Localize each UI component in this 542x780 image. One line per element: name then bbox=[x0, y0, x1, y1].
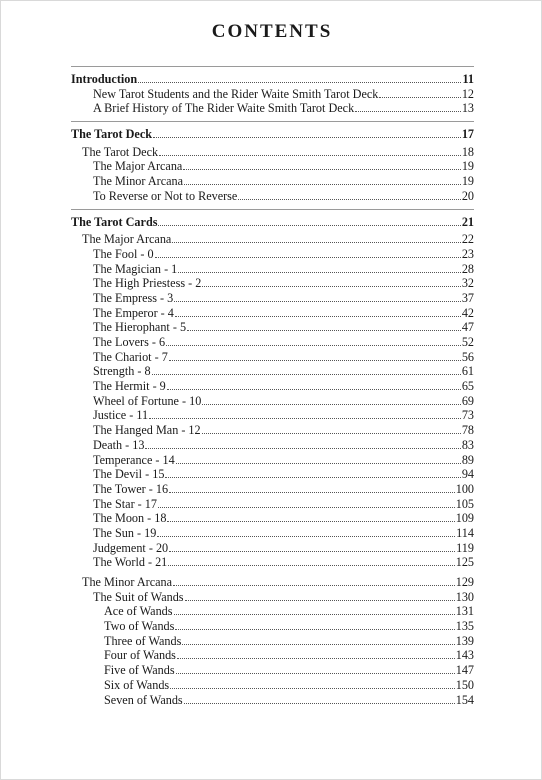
toc-entry[interactable] bbox=[71, 174, 474, 189]
toc-page-number: 37 bbox=[461, 290, 474, 305]
toc-entry[interactable] bbox=[71, 379, 474, 394]
toc-entry[interactable] bbox=[71, 247, 474, 262]
toc-entry[interactable] bbox=[71, 232, 474, 247]
toc-dot-leader bbox=[168, 556, 454, 566]
toc-entry-title: The Tarot Deck bbox=[82, 144, 159, 159]
toc-dot-leader bbox=[355, 102, 461, 112]
toc-entry[interactable] bbox=[71, 145, 474, 160]
toc-page-number: 100 bbox=[455, 481, 474, 496]
toc-page-number: 47 bbox=[461, 320, 474, 335]
toc-entry[interactable] bbox=[71, 590, 474, 605]
toc-entry-title: New Tarot Students and the Rider Waite Smith Tarot Deck bbox=[93, 86, 379, 101]
toc-page-number: 12 bbox=[461, 86, 474, 101]
toc-entry-title: The Tarot Cards bbox=[71, 214, 158, 229]
toc-dot-leader bbox=[178, 263, 461, 273]
toc-entry[interactable] bbox=[71, 467, 474, 482]
toc-dot-leader bbox=[155, 248, 461, 258]
toc-page-number: 13 bbox=[461, 101, 474, 116]
toc-entry-title: Death - 13 bbox=[93, 437, 145, 452]
toc-entry-title: The Suit of Wands bbox=[93, 589, 184, 604]
toc-entry-title: Temperance - 14 bbox=[93, 452, 175, 467]
toc-dot-leader bbox=[173, 576, 455, 586]
toc-entry-title: The Moon - 18 bbox=[93, 511, 167, 526]
toc-page-number: 143 bbox=[455, 648, 474, 663]
toc-entry-title: A Brief History of The Rider Waite Smith Tarot Deck bbox=[93, 101, 355, 116]
toc-page-number: 21 bbox=[461, 214, 474, 229]
toc-entry[interactable] bbox=[71, 678, 474, 693]
toc-dot-leader bbox=[202, 277, 460, 287]
toc-entry-title: The Sun - 19 bbox=[93, 525, 157, 540]
toc-dot-leader bbox=[175, 620, 454, 630]
toc-entry-title: The Minor Arcana bbox=[82, 575, 173, 589]
toc-page-number: 83 bbox=[461, 437, 474, 452]
toc-entry-title: The Fool - 0 bbox=[93, 246, 154, 261]
toc-dot-leader bbox=[185, 591, 455, 601]
toc-entry[interactable] bbox=[71, 497, 474, 512]
toc-page-number: 119 bbox=[456, 540, 474, 555]
toc-entry[interactable] bbox=[71, 482, 474, 497]
toc-entry-title: The Hermit - 9 bbox=[93, 379, 166, 394]
toc-page-number: 73 bbox=[461, 408, 474, 423]
toc-entry[interactable] bbox=[71, 526, 474, 541]
toc-page-number: 11 bbox=[462, 72, 474, 86]
toc-dot-leader bbox=[159, 146, 461, 156]
toc-entry-title: The Emperor - 4 bbox=[93, 305, 174, 320]
toc-entry[interactable] bbox=[71, 648, 474, 663]
toc-entry-title: The Tower - 16 bbox=[93, 481, 169, 496]
toc-entry[interactable] bbox=[71, 101, 474, 116]
toc-entry[interactable] bbox=[71, 320, 474, 335]
toc-entry[interactable] bbox=[71, 634, 474, 649]
toc-page-number: 52 bbox=[461, 335, 474, 349]
toc-entry[interactable] bbox=[71, 394, 474, 409]
toc-entry-title: Introduction bbox=[71, 72, 138, 86]
toc-page-number: 18 bbox=[461, 144, 474, 159]
toc-page-number: 131 bbox=[455, 604, 474, 619]
toc-dot-leader bbox=[157, 527, 455, 537]
toc-dot-leader bbox=[153, 128, 461, 138]
toc-dot-leader bbox=[145, 439, 460, 449]
toc-dot-leader bbox=[172, 233, 460, 243]
toc-dot-leader bbox=[176, 454, 461, 464]
toc-entry-title: Five of Wands bbox=[104, 663, 175, 678]
toc-entry-title: Judgement - 20 bbox=[93, 540, 169, 555]
toc-entry[interactable] bbox=[71, 276, 474, 291]
toc-entry[interactable] bbox=[71, 604, 474, 619]
toc-page-number: 154 bbox=[455, 692, 474, 707]
toc-page-number: 147 bbox=[455, 663, 474, 678]
toc-entry-title: Ace of Wands bbox=[104, 604, 173, 619]
toc-dot-leader bbox=[169, 542, 455, 552]
toc-entry-title: The World - 21 bbox=[93, 555, 168, 570]
toc-entry-title: Seven of Wands bbox=[104, 692, 183, 707]
toc-dot-leader bbox=[167, 380, 461, 390]
toc-entry-title: The Tarot Deck bbox=[71, 127, 153, 142]
toc-dot-leader bbox=[166, 336, 461, 346]
toc-page-number: 150 bbox=[455, 677, 474, 692]
toc-entry-title: The Major Arcana bbox=[82, 232, 172, 247]
toc-dot-leader bbox=[170, 679, 455, 689]
toc-entry-title: The Empress - 3 bbox=[93, 290, 174, 305]
toc-dot-leader bbox=[167, 512, 454, 522]
toc-dot-leader bbox=[175, 307, 461, 317]
toc-entry-title: Wheel of Fortune - 10 bbox=[93, 393, 202, 408]
toc-entry-title: The Magician - 1 bbox=[93, 261, 178, 276]
toc-entry[interactable] bbox=[71, 619, 474, 634]
toc-dot-leader bbox=[202, 424, 461, 434]
toc-dot-leader bbox=[169, 351, 461, 361]
toc-entry[interactable] bbox=[71, 159, 474, 174]
toc-entry-title: The Major Arcana bbox=[93, 159, 183, 174]
toc-entry[interactable] bbox=[71, 438, 474, 453]
toc-dot-leader bbox=[238, 190, 460, 200]
toc-page-number: 105 bbox=[455, 496, 474, 511]
toc-dot-leader bbox=[177, 649, 455, 659]
toc-entry[interactable] bbox=[71, 215, 474, 230]
toc-entry-title: The Lovers - 6 bbox=[93, 335, 166, 349]
toc-entry-title: Justice - 11 bbox=[93, 408, 149, 423]
toc-entry[interactable] bbox=[71, 306, 474, 321]
toc-entry[interactable] bbox=[71, 541, 474, 556]
toc-entry-title: The High Priestess - 2 bbox=[93, 276, 202, 291]
toc-page-number: 22 bbox=[461, 232, 474, 247]
toc-dot-leader bbox=[158, 216, 460, 226]
toc-page-number: 69 bbox=[461, 393, 474, 408]
toc-dot-leader bbox=[152, 365, 461, 375]
toc-page-number: 56 bbox=[461, 349, 474, 364]
toc-entry-title: To Reverse or Not to Reverse bbox=[93, 188, 238, 203]
toc-dot-leader bbox=[184, 694, 455, 704]
toc-entry-title: The Devil - 15 bbox=[93, 467, 165, 482]
toc-page-number: 65 bbox=[461, 379, 474, 394]
toc-page-number: 28 bbox=[461, 261, 474, 276]
toc-page-number: 114 bbox=[456, 525, 474, 540]
toc-entry[interactable] bbox=[71, 663, 474, 678]
toc-entry-title: Four of Wands bbox=[104, 648, 176, 663]
toc-entry[interactable] bbox=[71, 335, 474, 350]
toc-dot-leader bbox=[187, 321, 461, 331]
toc-entry[interactable] bbox=[71, 291, 474, 306]
toc-page-number: 23 bbox=[461, 246, 474, 261]
toc-entry-title: The Hanged Man - 12 bbox=[93, 423, 201, 438]
toc-page-number: 20 bbox=[461, 188, 474, 203]
toc-dot-leader bbox=[176, 664, 455, 674]
toc-entry-title: Strength - 8 bbox=[93, 364, 151, 379]
toc-entry-title: The Hierophant - 5 bbox=[93, 320, 187, 335]
toc-entry[interactable] bbox=[71, 87, 474, 102]
toc-page-number: 61 bbox=[461, 364, 474, 379]
toc-entry[interactable] bbox=[71, 350, 474, 365]
toc-dot-leader bbox=[149, 409, 461, 419]
toc-page-number: 17 bbox=[461, 127, 474, 142]
toc-page-number: 139 bbox=[455, 633, 474, 648]
toc-page-number: 32 bbox=[461, 276, 474, 291]
toc-dot-leader bbox=[138, 73, 461, 83]
toc-entry-title: The Chariot - 7 bbox=[93, 349, 168, 364]
toc-page-number: 19 bbox=[461, 159, 474, 174]
toc-entry[interactable] bbox=[71, 555, 474, 570]
toc-entry-title: The Minor Arcana bbox=[93, 174, 184, 189]
toc-entry[interactable] bbox=[71, 262, 474, 277]
toc-entry-title: Two of Wands bbox=[104, 619, 175, 634]
toc-dot-leader bbox=[169, 483, 455, 493]
table-of-contents bbox=[71, 66, 474, 712]
toc-entry[interactable] bbox=[71, 423, 474, 438]
toc-dot-leader bbox=[183, 160, 460, 170]
toc-entry[interactable] bbox=[71, 693, 474, 708]
toc-page-number: 129 bbox=[455, 575, 474, 589]
toc-dot-leader bbox=[174, 292, 461, 302]
toc-page-number: 19 bbox=[461, 174, 474, 189]
toc-page-number: 125 bbox=[455, 555, 474, 570]
toc-page-number: 135 bbox=[455, 619, 474, 634]
toc-dot-leader bbox=[184, 175, 461, 185]
toc-dot-leader bbox=[158, 498, 455, 508]
toc-entry[interactable] bbox=[71, 72, 474, 87]
toc-section bbox=[71, 67, 474, 122]
toc-entry[interactable] bbox=[71, 511, 474, 526]
toc-page-number: 94 bbox=[461, 467, 474, 482]
toc-entry[interactable] bbox=[71, 408, 474, 423]
page-title: CONTENTS bbox=[211, 21, 333, 42]
toc-entry-title: Three of Wands bbox=[104, 633, 182, 648]
toc-dot-leader bbox=[202, 395, 461, 405]
toc-page-number: 78 bbox=[461, 423, 474, 438]
toc-entry[interactable] bbox=[71, 189, 474, 204]
toc-dot-leader bbox=[379, 88, 460, 98]
toc-dot-leader bbox=[174, 605, 455, 615]
toc-entry[interactable] bbox=[71, 127, 474, 142]
toc-entry[interactable] bbox=[71, 453, 474, 468]
toc-entry[interactable] bbox=[71, 575, 474, 590]
toc-entry[interactable] bbox=[71, 364, 474, 379]
toc-entry-title: Six of Wands bbox=[104, 677, 170, 692]
toc-section bbox=[71, 210, 474, 713]
toc-page-number: 42 bbox=[461, 305, 474, 320]
toc-page-number: 130 bbox=[455, 589, 474, 604]
toc-page-number: 89 bbox=[461, 452, 474, 467]
toc-dot-leader bbox=[165, 468, 460, 478]
toc-entry-title: The Star - 17 bbox=[93, 496, 157, 511]
toc-dot-leader bbox=[182, 635, 454, 645]
toc-section bbox=[71, 122, 474, 209]
toc-page-number: 109 bbox=[455, 511, 474, 526]
